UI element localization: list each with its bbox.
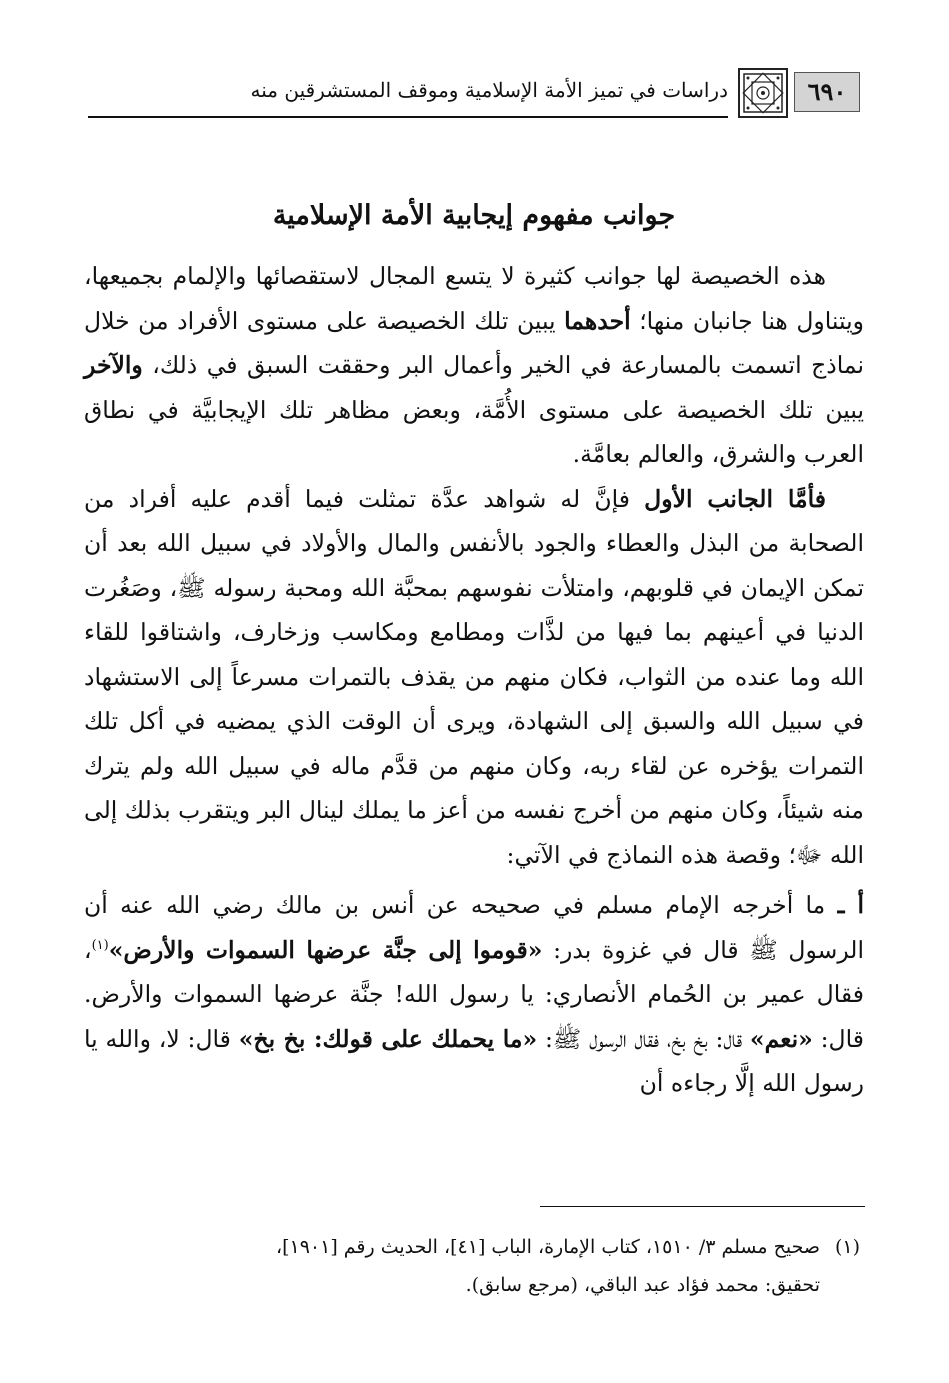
bold-run: «نعم» [749,1024,813,1053]
text-run: يبين تلك الخصيصة على مستوى الأُمَّة، وبعض مظاهر تلك الإيجابيَّة في نطاق العرب والشرق، والعالم بعامَّة. [84,395,864,468]
bold-run: «قوموا إلى جنَّة عرضها السموات والأرض» [108,935,543,964]
text-run: ما أخرجه الإمام مسلم في صحيحه عن أنس بن مالك رضي الله عنه أن الرسول ﷺ قال في غزوة بدر: [84,891,864,964]
footnote-line [88,1228,860,1266]
text-run: ، فقال عمير بن الحُمام الأنصاري: يا رسول الله! جنَّة عرضها السموات والأرض. قال: [84,935,865,1053]
running-title: دراسات في تميز الأمة الإسلامية وموقف المستشرقين منه [250,78,728,102]
paragraph [84,254,864,477]
footnote-line: تحقيق: محمد فؤاد عبد الباقي، (مرجع سابق). [465,1274,820,1296]
ornament-icon [738,68,788,118]
bold-run: فأمَّا الجانب الأول [644,484,826,513]
footnotes [88,1228,860,1304]
bold-run: أ ـ [837,891,864,919]
bold-run: «ما يحملك على قولك: بخ بخ» [238,1024,538,1053]
section-title: جوانب مفهوم إيجابية الأمة الإسلامية [272,200,676,231]
running-header [88,64,860,118]
paragraph [84,477,864,878]
text-run: قال: بخ بخ، فقال الرسول ﷺ: [537,1024,750,1053]
text-run: يبين تلك الخصيصة على مستوى الأفراد من خلال نماذج اتسمت بالمسارعة في الخير وأعمال البر وحققت السبق في ذلك، [84,306,864,379]
footnote-ref[interactable]: (١) [91,937,109,953]
text-run: فإنَّ له شواهد عدَّة تمثلت فيما أقدم عليه أفراد من الصحابة من البذل والعطاء والجود بالأنفس والمال والأولاد في سبيل الله بعد أن تمكن الإيمان في قلوبهم، وامتلأت نفوسهم بمحبَّة الله ومحبة رسوله ﷺ، وصَغُرت الدنيا في أعينهم بما فيها من لذَّات ومطامع ومكاسب وزخارف، واشتاقوا للقاء الله وما عنده من الثواب، فكان منهم من يقذف بالتمرات مسرعاً إلى الاستشهاد في سبيل الله والسبق إلى الشهادة، ويرى أن الوقت الذي يمضيه في أكل تلك التمرات يؤخره عن لقاء ربه، وكان منهم من قدَّم ماله في سبيل الله ولم يترك منه شيئاً، وكان منهم من أخرج نفسه من أعز ما يملك لينال البر ويتقرب بذلك إلى الله ﷻ؛ وقصة هذه النماذج في الآتي: [84,484,864,869]
header-rule [88,116,728,118]
body-text [84,254,864,1106]
paragraph [84,883,864,1106]
footnote-marker: (١) [834,1236,860,1258]
bold-run: والآخر [84,351,143,379]
text-run: قال: لا، والله يا رسول الله إلَّا رجاءه أن [84,1024,864,1097]
footnote-text: صحيح مسلم ٣/ ١٥١٠، كتاب الإمارة، الباب [٤١]، الحديث رقم [١٩٠١]، [275,1236,820,1258]
text-run: هذه الخصيصة لها جوانب كثيرة لا يتسع المجال لاستقصائها والإلمام بجميعها، ويتناول هنا جانبان منها؛ [84,262,864,335]
page-number: ٦٩٠ [794,72,860,112]
footnote-separator [540,1206,865,1207]
bold-run: أحدهما [564,306,631,335]
